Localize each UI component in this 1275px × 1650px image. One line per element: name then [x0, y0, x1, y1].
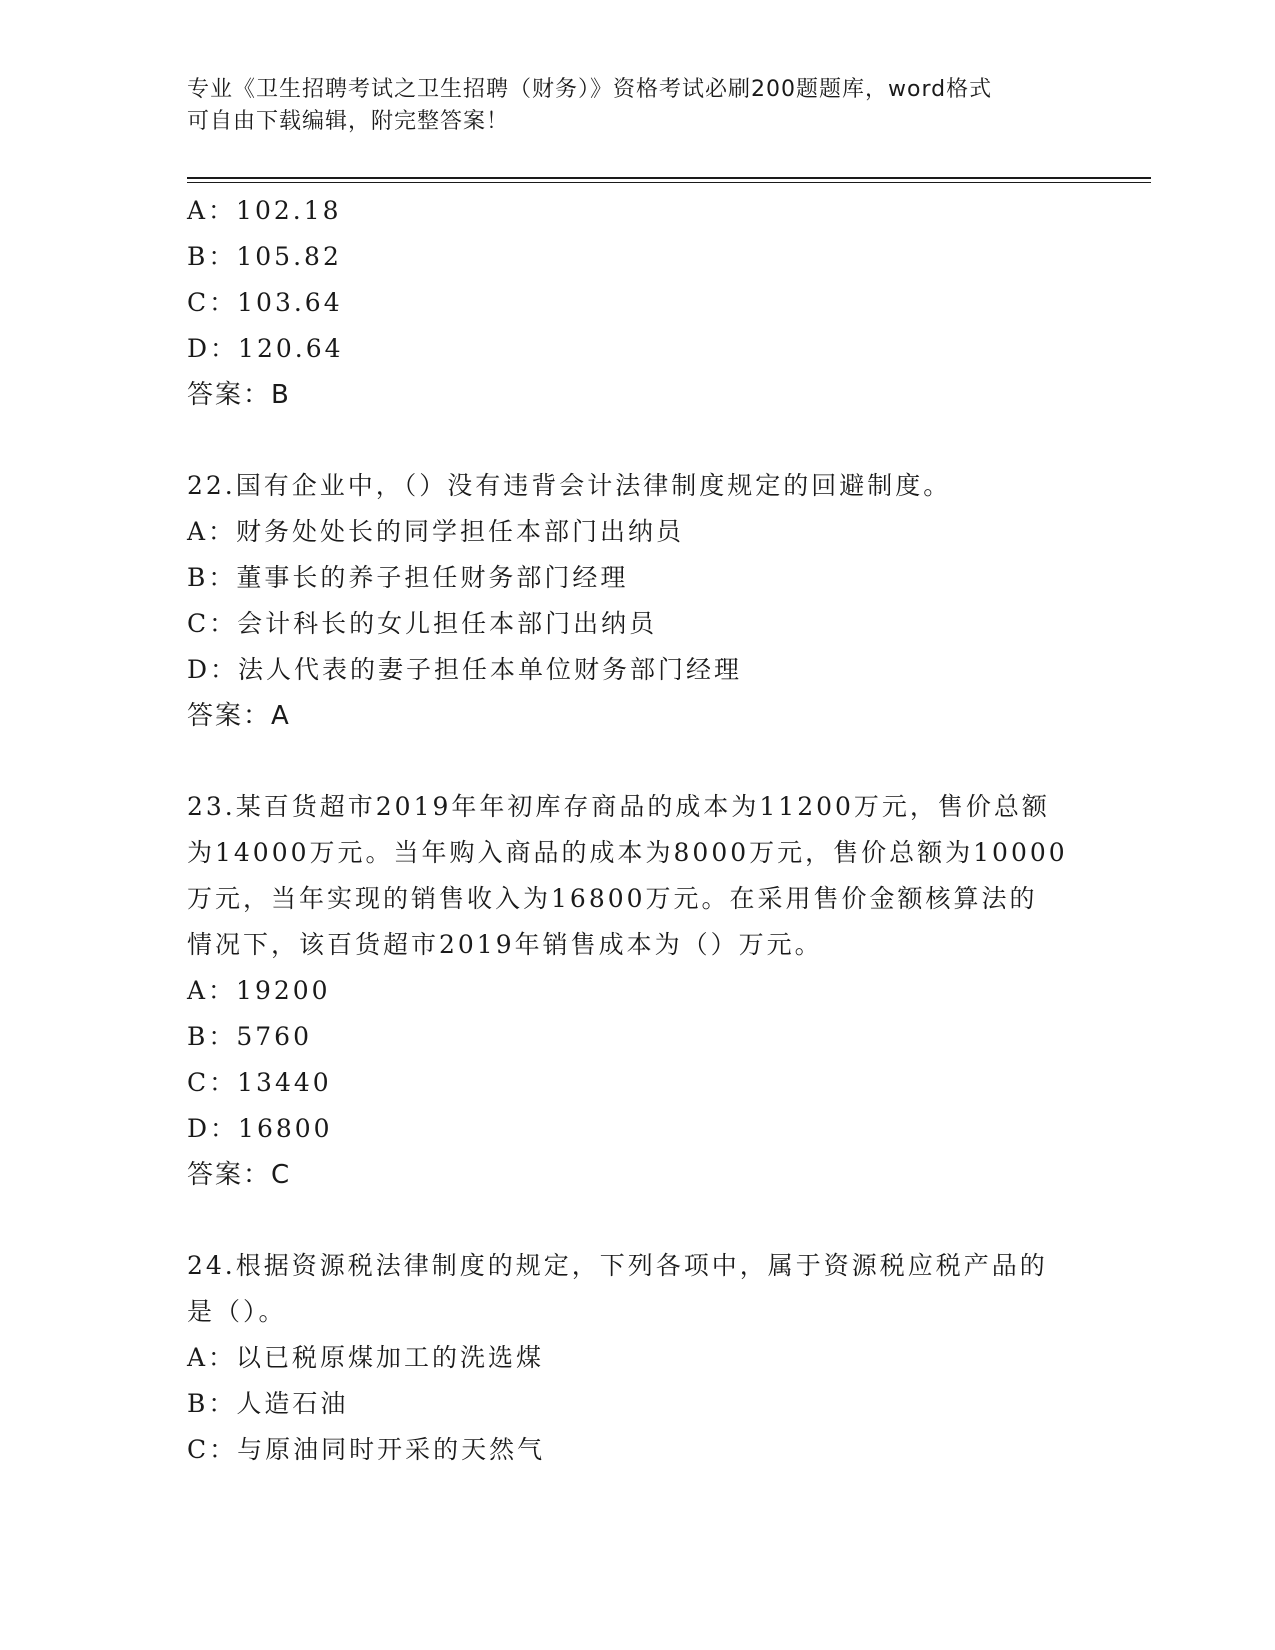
answer-line: 答案：B: [187, 380, 291, 410]
option-b: B：105.82: [187, 242, 342, 271]
question-spacer: [187, 418, 1077, 463]
answer-line: 答案：C: [187, 1160, 292, 1190]
header-title-line-2: 可自由下载编辑，附完整答案！: [187, 109, 510, 134]
question-stem-line-2: 为14000万元。当年购入商品的成本为8000万元，售价总额为10000: [187, 838, 1068, 867]
option-a: A：19200: [187, 976, 331, 1005]
question-spacer: [187, 1198, 1077, 1243]
question-23: [187, 784, 1077, 1198]
option-a: A：以已税原煤加工的洗选煤: [187, 1343, 545, 1372]
answer-line: 答案：A: [187, 701, 291, 731]
option-a: A：财务处处长的同学担任本部门出纳员: [187, 517, 685, 546]
option-c: C：103.64: [187, 288, 343, 317]
question-22: [187, 463, 1077, 739]
question-stem-line-3: 万元，当年实现的销售收入为16800万元。在采用售价金额核算法的: [187, 884, 1038, 913]
option-d: D：16800: [187, 1114, 333, 1143]
option-b: B：5760: [187, 1022, 312, 1051]
document-header: [187, 74, 1067, 138]
option-c: C：会计科长的女儿担任本部门出纳员: [187, 609, 658, 638]
question-stem-line-4: 情况下，该百货超市2019年销售成本为（）万元。: [187, 930, 823, 959]
option-c: C：13440: [187, 1068, 332, 1097]
option-c: C：与原油同时开采的天然气: [187, 1435, 546, 1464]
question-list: [187, 188, 1077, 1473]
question-stem-line-1: 23.某百货超市2019年年初库存商品的成本为11200万元，售价总额: [187, 792, 1050, 821]
option-d: D：120.64: [187, 334, 344, 363]
option-a: A：102.18: [187, 196, 342, 225]
question-21: [187, 188, 1077, 418]
question-24: [187, 1243, 1077, 1473]
option-b: B：人造石油: [187, 1389, 349, 1418]
header-title-line-1: 专业《卫生招聘考试之卫生招聘（财务）》资格考试必刷200题题库，word格式: [187, 77, 993, 102]
question-stem: 22.国有企业中，（）没有违背会计法律制度规定的回避制度。: [187, 471, 952, 500]
question-spacer: [187, 739, 1077, 784]
option-b: B：董事长的养子担任财务部门经理: [187, 563, 629, 592]
question-stem-line-2: 是（）。: [187, 1297, 287, 1326]
header-divider: [187, 177, 1151, 183]
question-stem-line-1: 24.根据资源税法律制度的规定，下列各项中，属于资源税应税产品的: [187, 1251, 1048, 1280]
option-d: D：法人代表的妻子担任本单位财务部门经理: [187, 655, 743, 684]
